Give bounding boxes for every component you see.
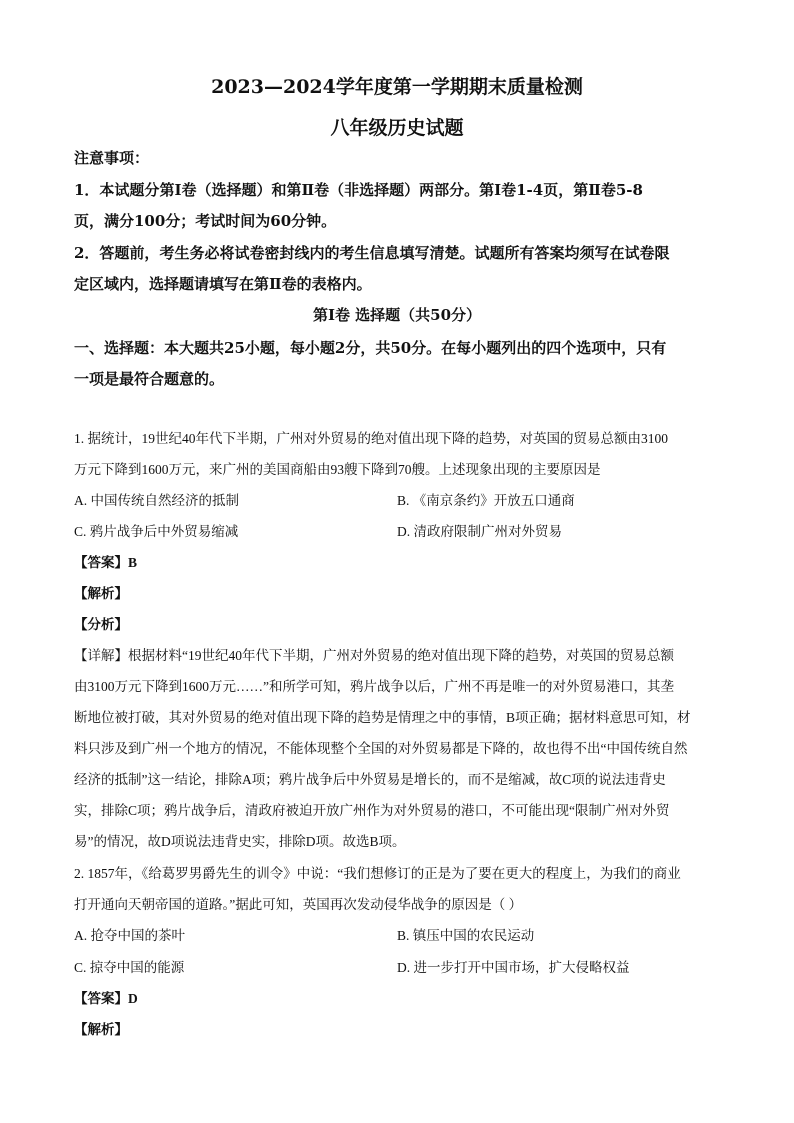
exam-title: 2023—2024学年度第一学期期末质量检测 <box>211 76 583 98</box>
q1-option-d: D. 清政府限制广州对外贸易 <box>397 524 562 539</box>
q2-option-c: C. 掠夺中国的能源 <box>74 960 185 975</box>
q1-option-a: A. 中国传统自然经济的抵制 <box>74 493 239 508</box>
q2-option-d: D. 进一步打开中国市场，扩大侵略权益 <box>397 960 630 975</box>
q1-fenxi-label: 【分析】 <box>74 617 128 632</box>
notes-item-2-line-1: 2．答题前，考生务必将试卷密封线内的考生信息填写清楚。试题所有答案均须写在试卷限 <box>74 244 670 262</box>
section-intro-line-2: 一项是最符合题意的。 <box>74 370 225 388</box>
q1-stem-line-1: 1. 据统计，19世纪40年代下半期，广州对外贸易的绝对值出现下降的趋势，对英国的贸易总额由3100 <box>74 431 668 446</box>
q1-detail-line-7: 易”的情况，故D项说法违背史实，排除D项。故选B项。 <box>74 834 406 849</box>
q1-jiexi-label: 【解析】 <box>74 586 128 601</box>
q1-option-b: B. 《南京条约》开放五口通商 <box>397 493 575 508</box>
q1-detail-line-5: 经济的抵制”这一结论，排除A项；鸦片战争后中外贸易是增长的，而不是缩减，故C项的说法违背史 <box>74 772 666 787</box>
q1-answer: 【答案】B <box>74 555 138 570</box>
q1-detail-line-6: 实，排除C项；鸦片战争后，清政府被迫开放广州作为对外贸易的港口，不可能出现“限制广州对外贸 <box>74 803 670 818</box>
q2-answer: 【答案】D <box>74 991 138 1006</box>
q1-stem-line-2: 万元下降到1600万元，来广州的美国商船由93艘下降到70艘。上述现象出现的主要原因是 <box>74 462 601 477</box>
notes-item-1-line-2: 页，满分100分；考试时间为60分钟。 <box>74 212 337 230</box>
q2-option-a: A. 抢夺中国的茶叶 <box>74 928 185 943</box>
q2-option-b: B. 镇压中国的农民运动 <box>397 928 535 943</box>
notes-item-2-line-2: 定区域内，选择题请填写在第Ⅱ卷的表格内。 <box>74 275 372 293</box>
q1-detail-line-3: 断地位被打破，其对外贸易的绝对值出现下降的趋势是情理之中的事情，B项正确；据材料意思可知，材 <box>74 710 691 725</box>
notes-heading: 注意事项： <box>74 149 150 167</box>
q2-stem-line-1: 2. 1857年，《给葛罗男爵先生的训令》中说：“我们想修订的正是为了要在更大的程度上，为我们的商业 <box>74 866 681 881</box>
q1-detail-line-4: 料只涉及到广州一个地方的情况，不能体现整个全国的对外贸易都是下降的，故也得不出“中国传统自然 <box>74 741 688 756</box>
notes-item-1-line-1: 1．本试题分第Ⅰ卷（选择题）和第Ⅱ卷（非选择题）两部分。第Ⅰ卷1-4页，第Ⅱ卷5-8 <box>74 181 643 199</box>
section-intro-line-1: 一、选择题：本大题共25小题，每小题2分，共50分。在每小题列出的四个选项中，只有 <box>74 339 667 357</box>
q2-stem-line-2: 打开通向天朝帝国的道路。”据此可知，英国再次发动侵华战争的原因是（ ） <box>74 897 523 912</box>
section-title: 第Ⅰ卷 选择题（共50分） <box>312 306 482 324</box>
q1-option-c: C. 鸦片战争后中外贸易缩减 <box>74 524 239 539</box>
q2-jiexi-label: 【解析】 <box>74 1022 128 1037</box>
exam-subtitle: 八年级历史试题 <box>330 117 464 139</box>
q1-detail-line-1: 【详解】根据材料“19世纪40年代下半期，广州对外贸易的绝对值出现下降的趋势，对英国的贸易总额 <box>74 648 674 663</box>
q1-detail-line-2: 由3100万元下降到1600万元……”和所学可知，鸦片战争以后，广州不再是唯一的对外贸易港口，其垄 <box>74 679 674 694</box>
